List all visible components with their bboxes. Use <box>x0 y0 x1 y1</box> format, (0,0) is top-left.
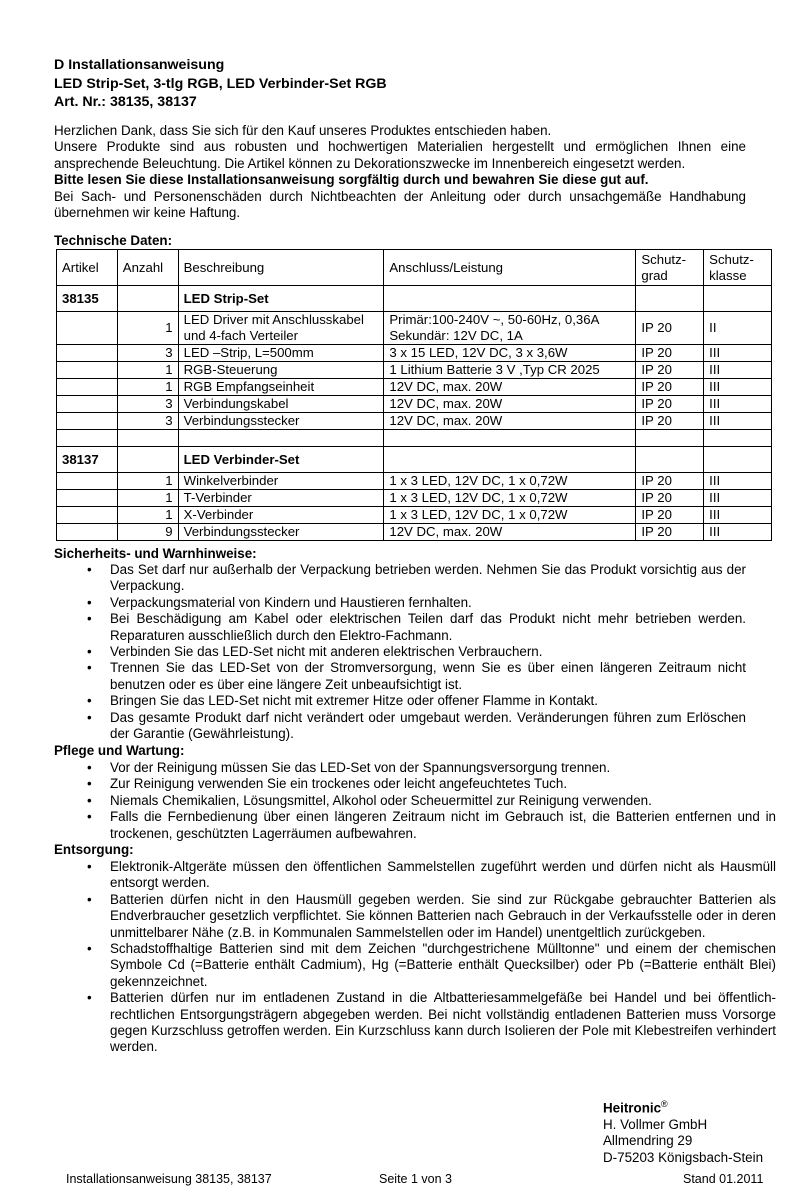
bullet-icon: • <box>87 611 92 627</box>
bullet-icon: • <box>87 760 92 775</box>
class-cell: III <box>704 473 772 490</box>
class-cell: III <box>704 413 772 430</box>
bullet-icon: • <box>87 891 92 907</box>
care-list <box>54 760 776 842</box>
qty-cell: 1 <box>117 490 178 507</box>
empty-cell <box>117 286 178 312</box>
table-row <box>57 524 772 541</box>
col-schutzklasse-l1: Schutz- <box>709 251 754 267</box>
power-cell: 12V DC, max. 20W <box>384 413 636 430</box>
empty-cell <box>57 507 118 524</box>
list-item <box>54 776 776 792</box>
list-item-text: Niemals Chemikalien, Lösungsmittel, Alkohol oder Scheuermittel zur Reinigung verwenden. <box>110 792 652 808</box>
list-item-text: Das gesamte Produkt darf nicht verändert oder umgebaut werden. Veränderungen führen zum Erlöschen der Garantie (Gewährleistung). <box>110 709 746 742</box>
empty-cell <box>117 430 178 447</box>
group-article: 38137 <box>57 447 118 473</box>
qty-cell: 1 <box>117 312 178 345</box>
list-item <box>54 941 776 990</box>
list-item-text: Bei Beschädigung am Kabel oder elektrischen Teilen darf das Produkt nicht mehr betrieben werden. Reparaturen ausschließlich durch den Elektro-Fachmann. <box>110 611 746 643</box>
bullet-icon: • <box>87 990 92 1006</box>
bullet-icon: • <box>87 859 92 874</box>
power-line-2: Sekundär: 12V DC, 1A <box>389 328 523 343</box>
group-title: LED Strip-Set <box>178 286 384 312</box>
desc-line-2: und 4-fach Verteiler <box>183 328 298 343</box>
desc-cell: RGB-Steuerung <box>178 362 384 379</box>
empty-cell <box>636 447 704 473</box>
disposal-heading: Entsorgung: <box>54 842 134 857</box>
table-row <box>57 413 772 430</box>
disposal-list <box>54 859 776 1056</box>
ip-cell: IP 20 <box>636 490 704 507</box>
power-cell: 3 x 15 LED, 12V DC, 3 x 3,6W <box>384 345 636 362</box>
intro-products: Unsere Produkte sind aus robusten und hochwertigen Materialien hergestellt und ermöglichen Ihnen eine ansprechende Beleuchtung. Die Artikel können zu Dekorationszwecke im Innenbereich eingesetzt werden. <box>54 139 746 171</box>
tech-heading: Technische Daten: <box>54 233 173 248</box>
power-cell: 1 x 3 LED, 12V DC, 1 x 0,72W <box>384 490 636 507</box>
spacer-row <box>57 430 772 447</box>
ip-cell: IP 20 <box>636 524 704 541</box>
ip-cell: IP 20 <box>636 379 704 396</box>
empty-cell <box>117 447 178 473</box>
empty-cell <box>57 430 118 447</box>
col-schutzgrad <box>636 250 704 286</box>
ip-cell: IP 20 <box>636 345 704 362</box>
table-row <box>57 490 772 507</box>
power-cell: 12V DC, max. 20W <box>384 396 636 413</box>
list-item <box>54 644 746 660</box>
footer-date: Stand 01.2011 <box>683 1172 764 1186</box>
class-cell: III <box>704 524 772 541</box>
empty-cell <box>384 430 636 447</box>
desc-cell: Verbindungsstecker <box>178 524 384 541</box>
power-cell: 1 x 3 LED, 12V DC, 1 x 0,72W <box>384 507 636 524</box>
desc-cell: X-Verbinder <box>178 507 384 524</box>
desc-cell: Verbindungskabel <box>178 396 384 413</box>
list-item-text: Elektronik-Altgeräte müssen den öffentlichen Sammelstellen zugeführt werden und dürfen nicht als Hausmüll entsorgt werden. <box>110 859 776 891</box>
qty-cell: 9 <box>117 524 178 541</box>
desc-cell <box>178 312 384 345</box>
sender-address <box>603 1096 763 1166</box>
title-line-3: Art. Nr.: 38135, 38137 <box>54 94 197 110</box>
desc-cell: Winkelverbinder <box>178 473 384 490</box>
list-item <box>54 611 746 644</box>
list-item-text: Verpackungsmaterial von Kindern und Haustieren fernhalten. <box>110 594 472 610</box>
table-row <box>57 473 772 490</box>
empty-cell <box>704 286 772 312</box>
ip-cell: IP 20 <box>636 413 704 430</box>
col-anzahl: Anzahl <box>117 250 178 286</box>
desc-cell: Verbindungsstecker <box>178 413 384 430</box>
empty-cell <box>57 379 118 396</box>
bullet-icon: • <box>87 709 92 725</box>
bullet-icon: • <box>87 776 92 792</box>
col-schutzgrad-l2: grad <box>641 267 668 283</box>
ip-cell: IP 20 <box>636 473 704 490</box>
list-item <box>54 892 776 941</box>
care-heading: Pflege und Wartung: <box>54 743 185 758</box>
intro-read-notice: Bitte lesen Sie diese Installationsanweisung sorgfältig durch und bewahren Sie diese gut auf. <box>54 172 649 188</box>
qty-cell: 1 <box>117 507 178 524</box>
registered-mark: ® <box>661 1099 668 1109</box>
title-line-1: D Installationsanweisung <box>54 57 225 73</box>
bullet-icon: • <box>87 941 92 957</box>
desc-cell: RGB Empfangseinheit <box>178 379 384 396</box>
col-schutzklasse-l2: klasse <box>709 267 747 283</box>
list-item-text: Bringen Sie das LED-Set nicht mit extremer Hitze oder offener Flamme in Kontakt. <box>110 693 598 709</box>
group-title: LED Verbinder-Set <box>178 447 384 473</box>
group-row-38137 <box>57 447 772 473</box>
list-item-text: Verbinden Sie das LED-Set nicht mit anderen elektrischen Verbrauchern. <box>110 644 543 660</box>
qty-cell: 3 <box>117 396 178 413</box>
table-row <box>57 312 772 345</box>
col-artikel: Artikel <box>57 250 118 286</box>
intro-liability: Bei Sach- und Personenschäden durch Nichtbeachten der Anleitung oder durch unsachgemäße Handhabung übernehmen wir keine Haftung. <box>54 188 746 221</box>
safety-heading: Sicherheits- und Warnhinweise: <box>54 546 257 561</box>
desc-line-1: LED Driver mit Anschlusskabel <box>183 312 364 328</box>
col-schutzgrad-l1: Schutz- <box>641 251 687 267</box>
class-cell: III <box>704 507 772 524</box>
class-cell: III <box>704 345 772 362</box>
empty-cell <box>57 413 118 430</box>
empty-cell <box>636 430 704 447</box>
list-item <box>54 809 776 842</box>
col-schutzklasse <box>704 250 772 286</box>
group-article: 38135 <box>57 286 118 312</box>
group-row-38135 <box>57 286 772 312</box>
power-cell: 1 Lithium Batterie 3 V ,Typ CR 2025 <box>384 362 636 379</box>
class-cell: III <box>704 362 772 379</box>
empty-cell <box>57 473 118 490</box>
document-title <box>54 56 387 112</box>
brand-name: Heitronic <box>603 1100 662 1116</box>
empty-cell <box>384 286 636 312</box>
power-cell: 12V DC, max. 20W <box>384 379 636 396</box>
empty-cell <box>704 447 772 473</box>
power-cell: 12V DC, max. 20W <box>384 524 636 541</box>
bullet-icon: • <box>87 660 92 676</box>
list-item-text: Vor der Reinigung müssen Sie das LED-Set von der Spannungsversorgung trennen. <box>110 760 611 775</box>
col-beschreibung: Beschreibung <box>178 250 384 286</box>
brand-line <box>603 1096 763 1117</box>
list-item <box>54 859 776 892</box>
company-name: H. Vollmer GmbH <box>603 1116 708 1132</box>
list-item <box>54 760 776 776</box>
bullet-icon: • <box>87 644 92 660</box>
table-row <box>57 379 772 396</box>
table-header-row <box>57 250 772 286</box>
list-item <box>54 562 746 595</box>
list-item <box>54 595 746 611</box>
power-cell: 1 x 3 LED, 12V DC, 1 x 0,72W <box>384 473 636 490</box>
bullet-icon: • <box>87 693 92 709</box>
power-cell <box>384 312 636 345</box>
class-cell: III <box>704 396 772 413</box>
list-item <box>54 793 776 809</box>
list-item-text: Trennen Sie das LED-Set von der Stromversorgung, wenn Sie es über einen längeren Zeitraum nicht benutzen oder es über eine längere Zeit unbeaufsichtigt ist. <box>110 660 746 692</box>
class-cell: III <box>704 490 772 507</box>
list-item <box>54 660 746 693</box>
empty-cell <box>57 362 118 379</box>
class-cell: II <box>704 312 772 345</box>
list-item-text: Schadstoffhaltige Batterien sind mit dem Zeichen "durchgestrichene Mülltonne" und einem der chemischen Symbole Cd (=Batterie enthält Cadmium), Hg (=Batterie enthält Quecksilber) oder Pb (=Batterie enthält Blei) gekennzeichnet. <box>110 941 776 989</box>
empty-cell <box>57 490 118 507</box>
table-row <box>57 507 772 524</box>
title-line-2: LED Strip-Set, 3-tlg RGB, LED Verbinder-Set RGB <box>54 75 387 92</box>
empty-cell <box>57 524 118 541</box>
safety-list <box>54 562 746 742</box>
intro-text <box>54 123 746 221</box>
qty-cell: 3 <box>117 413 178 430</box>
empty-cell <box>384 447 636 473</box>
empty-cell <box>57 396 118 413</box>
list-item <box>54 710 746 743</box>
desc-cell: T-Verbinder <box>178 490 384 507</box>
footer-page-number: Seite 1 von 3 <box>379 1172 452 1186</box>
street: Allmendring 29 <box>603 1133 693 1149</box>
desc-cell: LED –Strip, L=500mm <box>178 345 384 362</box>
ip-cell: IP 20 <box>636 507 704 524</box>
footer-left: Installationsanweisung 38135, 38137 <box>66 1172 272 1186</box>
qty-cell: 3 <box>117 345 178 362</box>
ip-cell: IP 20 <box>636 362 704 379</box>
ip-cell: IP 20 <box>636 312 704 345</box>
ip-cell: IP 20 <box>636 396 704 413</box>
list-item-text: Zur Reinigung verwenden Sie ein trockenes oder leicht angefeuchtetes Tuch. <box>110 776 568 792</box>
class-cell: III <box>704 379 772 396</box>
qty-cell: 1 <box>117 379 178 396</box>
table-row <box>57 396 772 413</box>
empty-cell <box>178 430 384 447</box>
list-item-text: Falls die Fernbedienung über einen längeren Zeitraum nicht im Gebrauch ist, die Batterien entfernen und in trockenen, geschützten Lagerräumen aufbewahren. <box>110 809 776 841</box>
city: D-75203 Königsbach-Stein <box>603 1149 764 1165</box>
bullet-icon: • <box>87 562 92 577</box>
bullet-icon: • <box>87 594 92 610</box>
power-line-1: Primär:100-240V ~, 50-60Hz, 0,36A <box>389 312 600 328</box>
table-row <box>57 362 772 379</box>
col-anschluss: Anschluss/Leistung <box>384 250 636 286</box>
list-item-text: Batterien dürfen nicht in den Hausmüll gegeben werden. Sie sind zur Rückgabe gebrauchter Batterien als Endverbraucher gesetzlich verpflichtet. Sie können Batterien nach Gebrauch in der Verkaufsstelle oder in deren unmittelbarer Nähe (z.B. in Kommunalen Sammelstellen oder im Handel) unentgeltlich zurückgeben. <box>110 891 776 940</box>
intro-thanks: Herzlichen Dank, dass Sie sich für den Kauf unseres Produktes entschieden haben. <box>54 123 552 138</box>
qty-cell: 1 <box>117 473 178 490</box>
list-item <box>54 693 746 709</box>
qty-cell: 1 <box>117 362 178 379</box>
empty-cell <box>636 286 704 312</box>
bullet-icon: • <box>87 792 92 808</box>
list-item-text: Batterien dürfen nur im entladenen Zustand in die Altbatteriesammelgefäße bei Handel und bei öffentlich-rechtlichen Entsorgungsträgern abgegeben werden. Bei nicht vollständig entladenen Batterien muss Vorsorge gegen Kurzschluss getroffen werden. Ein Kurzschluss kann durch Isolieren der Pole mit Klebestreifen verhindert werden. <box>110 990 776 1055</box>
bullet-icon: • <box>87 809 92 825</box>
list-item-text: Das Set darf nur außerhalb der Verpackung betrieben werden. Nehmen Sie das Produkt vorsichtig aus der Verpackung. <box>110 562 746 594</box>
tech-data-table <box>56 249 772 541</box>
empty-cell <box>57 345 118 362</box>
empty-cell <box>704 430 772 447</box>
empty-cell <box>57 312 118 345</box>
table-row <box>57 345 772 362</box>
list-item <box>54 990 776 1056</box>
